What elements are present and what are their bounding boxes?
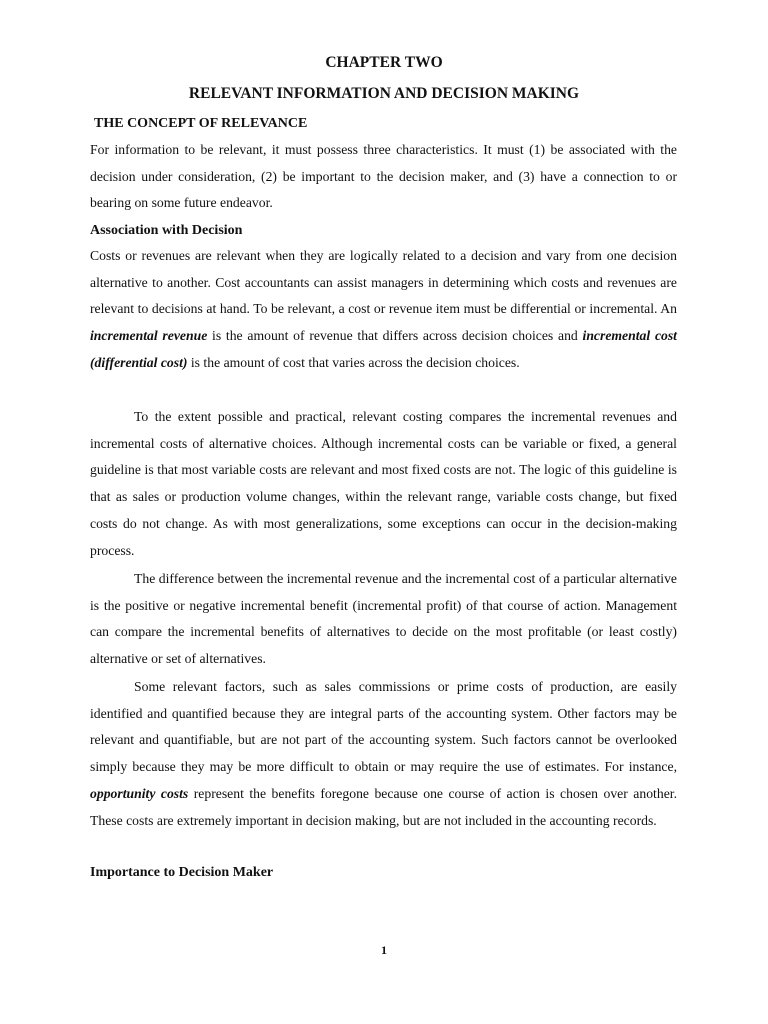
term-incremental-revenue: incremental revenue (90, 328, 208, 344)
paragraph-incremental-benefit: The difference between the incremental revenue and the incremental cost of a particular alternative is the positive or negative incremental benefit (incremental profit) of that course of action. Management can compare the incremental benefits of alternatives to decide on the most profitable (or least costly) alternative or set of alternatives. (90, 571, 677, 667)
section-heading: THE CONCEPT OF RELEVANCE (94, 116, 308, 131)
text-span: Some relevant factors, such as sales commissions or prime costs of production, are easily identified and quantified because they are integral parts of the accounting system. Other factors may be relevant and quantifiable, but are not part of the accounting system. Such factors cannot be overlooked simply because they may be more difficult to obtain or may require the use of estimates. For instance, (90, 679, 677, 775)
paragraph-relevant-factors (90, 674, 677, 834)
page-number: 1 (381, 943, 387, 957)
text-span: represent the benefits foregone because one course of action is chosen over another. These costs are extremely important in decision making, but are not included in the accounting records. (90, 785, 677, 828)
text-span: is the amount of cost that varies across the decision choices. (187, 354, 520, 370)
text-span: Costs or revenues are relevant when they are logically related to a decision and vary from one decision alternative to another. Cost accountants can assist managers in determining which costs and revenues are relevant to decisions at hand. To be relevant, a cost or revenue item must be differential or incremental. An (90, 248, 677, 317)
paragraph-relevant-costing: To the extent possible and practical, relevant costing compares the incremental revenues and incremental costs of alternative choices. Although incremental costs can be variable or fixed, a general guideline is that most variable costs are relevant and most fixed costs are not. The logic of this guideline is that as sales or production volume changes, within the relevant range, variable costs change, but fixed costs do not change. As with most generalizations, some exceptions can occur in the decision-making process. (90, 409, 677, 558)
term-incremental-cost: incremental cost (differential cost) (90, 328, 677, 370)
paragraph-association (90, 243, 677, 377)
text-span: is the amount of revenue that differs across decision choices and (207, 328, 583, 344)
subheading-importance: Importance to Decision Maker (90, 865, 274, 880)
paragraph-characteristics: For information to be relevant, it must possess three characteristics. It must (1) be associated with the decision under consideration, (2) be important to the decision maker, and (3) have a connection to or bearing on some future endeavor. (90, 142, 677, 211)
chapter-title: RELEVANT INFORMATION AND DECISION MAKING (188, 85, 580, 102)
chapter-heading: CHAPTER TWO (325, 54, 443, 71)
subheading-association: Association with Decision (90, 223, 243, 238)
term-opportunity-costs: opportunity costs (90, 785, 189, 801)
